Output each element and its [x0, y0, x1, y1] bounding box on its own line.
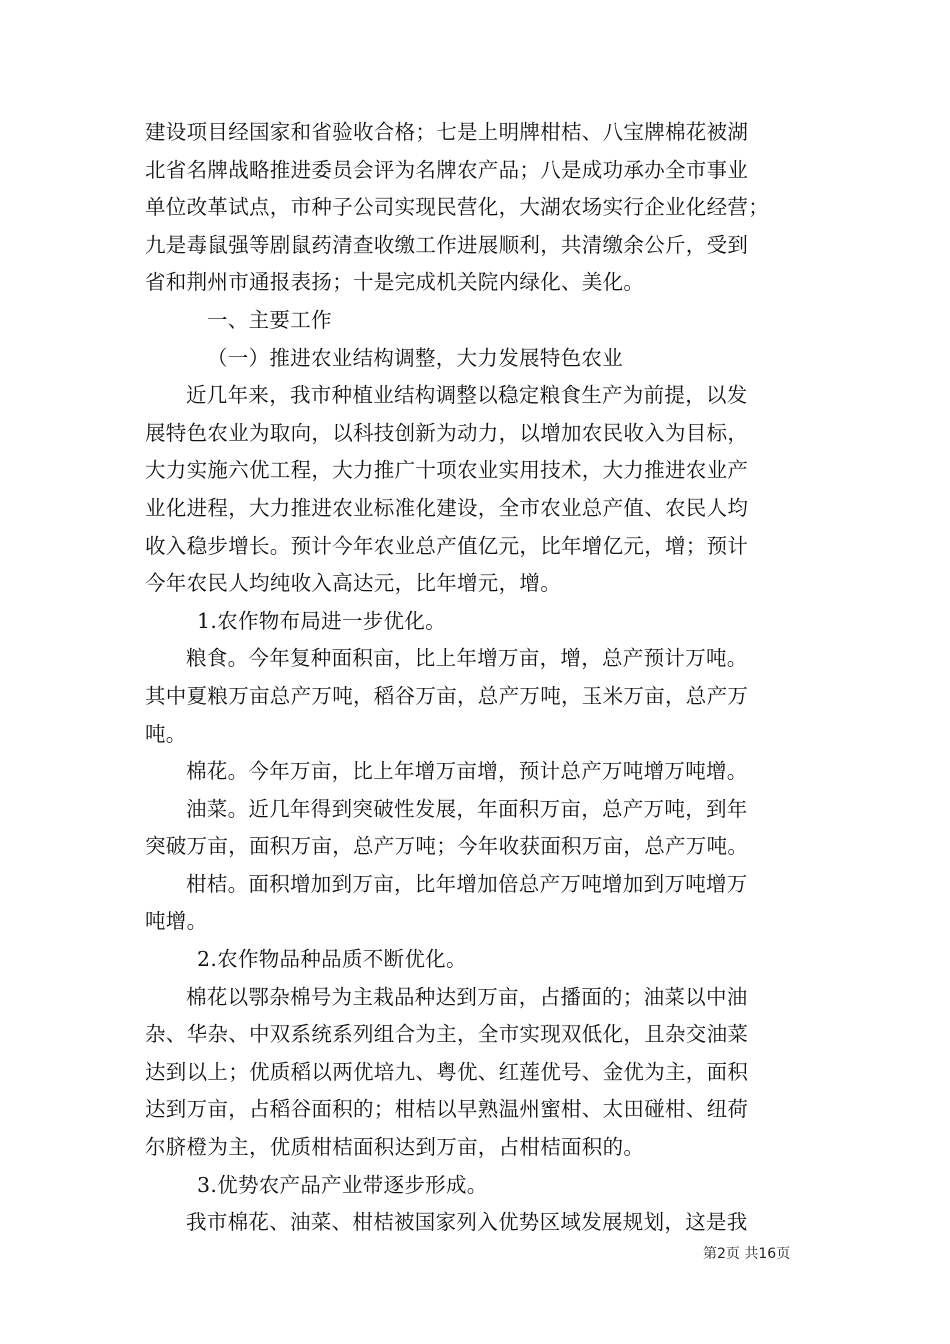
text-line: 建设项目经国家和省验收合格；七是上明牌柑桔、八宝牌棉花被湖	[145, 120, 749, 144]
text-line: 柑桔。面积增加到万亩，比年增加倍总产万吨增加到万吨增万	[186, 871, 748, 896]
text-line: 北省名牌战略推进委员会评为名牌农产品；八是成功承办全市事业	[145, 157, 749, 182]
text-line: 吨。	[145, 721, 187, 746]
text-line: 今年农民人均纯收入高达元，比年增元，增。	[145, 571, 561, 596]
footer-total-pages: 16	[758, 1246, 777, 1262]
text-line: 我市棉花、油菜、柑桔被国家列入优势区域发展规划，这是我	[186, 1210, 748, 1235]
text-line: 九是毒鼠强等剧鼠药清查收缴工作进展顺利，共清缴余公斤，受到	[145, 232, 749, 257]
text-line: 单位改革试点，市种子公司实现民营化，大湖农场实行企业化经营；	[145, 195, 769, 220]
text-line: 业化进程，大力推进农业标准化建设，全市农业总产值、农民人均	[145, 495, 749, 520]
text-line: 尔脐橙为主，优质柑桔面积达到万亩，占柑桔面积的。	[145, 1135, 645, 1160]
text-line: 突破万亩，面积万亩，总产万吨；今年收获面积万亩，总产万吨。	[145, 834, 749, 859]
text-line: 达到以上；优质稻以两优培九、粤优、红莲优号、金优为主，面积	[145, 1059, 749, 1084]
text-line: 展特色农业为取向，以科技创新为动力，以增加农民收入为目标，	[145, 420, 749, 445]
footer-middle: 页 共	[725, 1246, 759, 1262]
text-line: 油菜。近几年得到突破性发展，年面积万亩，总产万吨，到年	[186, 796, 748, 821]
text-line: 粮食。今年复种面积亩，比上年增万亩，增，总产预计万吨。	[186, 646, 748, 671]
text-line: 吨增。	[145, 909, 208, 934]
text-line: 达到万亩，占稻谷面积的；柑桔以早熟温州蜜柑、太田碰柑、纽荷	[145, 1097, 749, 1122]
text-line: 棉花以鄂杂棉号为主栽品种达到万亩，占播面的；油菜以中油	[186, 984, 748, 1009]
text-line: （一）推进农业结构调整，大力发展特色农业	[207, 345, 623, 370]
page-footer	[703, 1245, 790, 1263]
text-line: 一、主要工作	[207, 307, 332, 332]
document-body	[145, 114, 810, 1242]
text-line: 棉花。今年万亩，比上年增万亩增，预计总产万吨增万吨增。	[186, 759, 748, 784]
footer-page-number: 2	[717, 1246, 726, 1262]
footer-suffix: 页	[776, 1246, 791, 1262]
text-line: 近几年来，我市种植业结构调整以稳定粮食生产为前提，以发	[186, 383, 748, 408]
footer-prefix: 第	[703, 1246, 717, 1262]
text-line: 杂、华杂、中双系统系列组合为主，全市实现双低化，且杂交油菜	[145, 1022, 749, 1047]
text-line: 收入稳步增长。预计今年农业总产值亿元，比年增亿元，增；预计	[145, 533, 749, 558]
text-line: 2.农作物品种品质不断优化。	[197, 947, 467, 972]
text-line: 1.农作物布局进一步优化。	[197, 608, 446, 633]
text-line: 大力实施六优工程，大力推广十项农业实用技术，大力推进农业产	[145, 458, 749, 483]
text-line: 3.优势农产品产业带逐步形成。	[197, 1172, 488, 1197]
text-line: 省和荆州市通报表扬；十是完成机关院内绿化、美化。	[145, 270, 645, 295]
text-line: 其中夏粮万亩总产万吨，稻谷万亩，总产万吨，玉米万亩，总产万	[145, 683, 749, 708]
